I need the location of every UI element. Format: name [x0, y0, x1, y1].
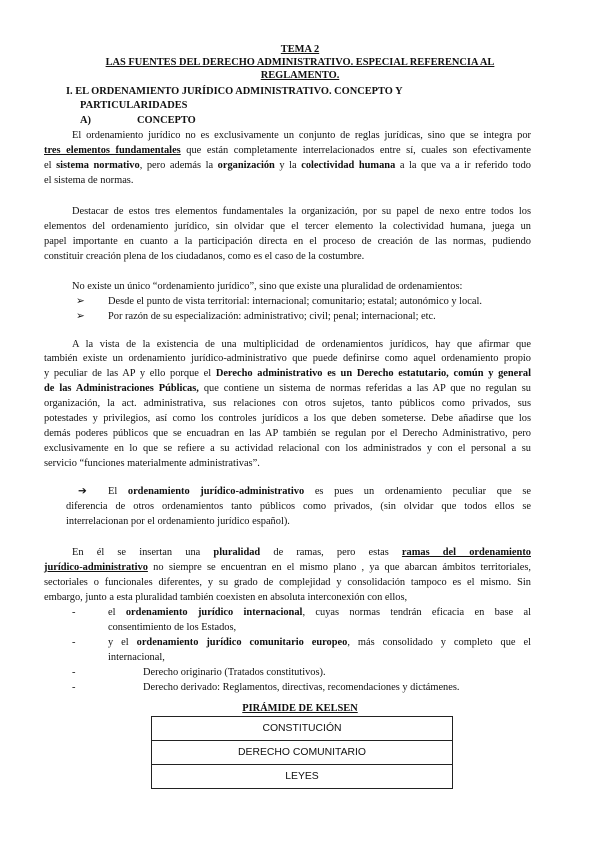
title-line-1: LAS FUENTES DEL DERECHO ADMINISTRATIVO. ESPECIAL REFERENCIA AL	[105, 57, 495, 68]
p4-line-1: A la vista de la existencia de una multiplicidad de ordenamientos jurídicos, hay que afirmar que	[72, 339, 531, 350]
p6-line-2: jurídico-administrativo no siempre se encuentran en el mismo plano , ya que abarcan ámbitos territoriales,	[44, 562, 531, 573]
p4-bold-derecho-estatutario: Derecho administrativo es un Derecho estatutario, común y general	[215, 368, 531, 379]
p5-line-2: diferencia de otros ordenamientos tanto públicos como privados, (sin olvidar que todos ellos se	[66, 501, 531, 512]
p6-line-4: embargo, junto a esta pluralidad también coexisten en absoluta interconexión con ellos,	[44, 592, 408, 603]
p4-line-7: demás poderes públicos que se encuadran en las AP también se regulan por el Derecho Administrativo, pero	[44, 428, 531, 439]
p1-line-3: el sistema normativo, pero además la organización y la colectividad humana a la que va a ir referido todo	[44, 160, 531, 171]
p1-line-2: tres elementos fundamentales que están completamente interrelacionados entre sí, cuales son efectivamente	[44, 145, 532, 156]
arrow-icon: ➔	[78, 486, 87, 497]
item-comunitario: y el ordenamiento jurídico comunitario europeo, más consolidado y completo que el	[108, 637, 531, 648]
p5-line-1: El ordenamiento jurídico-administrativo es pues un ordenamiento peculiar que se	[108, 486, 531, 497]
kelsen-row-constitucion: CONSTITUCIÓN	[152, 717, 452, 741]
bullet-territorial: Desde el punto de vista territorial: internacional; comunitario; estatal; autonómico y local.	[108, 296, 482, 307]
p4-line-4: de las Administraciones Públicas, que contiene un sistema de normas referidas a las AP que no regulan su	[44, 383, 531, 394]
p4-line-6: potestades y privilegios, así como los controles jurídicos a los que deben someterse. Debe añadirse que los	[44, 413, 531, 424]
subheading-concepto: CONCEPTO	[137, 115, 196, 126]
p4-line-3: y peculiar de las AP y ello porque el Derecho administrativo es un Derecho estatutario, común y general	[44, 368, 531, 379]
p6-bold-pluralidad: pluralidad	[213, 547, 261, 558]
item-internacional: el ordenamiento jurídico internacional, cuyas normas tendrán eficacia en base al	[108, 607, 531, 618]
kelsen-table	[151, 716, 453, 789]
kelsen-title: PIRÁMIDE DE KELSEN	[242, 703, 358, 714]
tema-label: TEMA 2	[280, 44, 320, 55]
kelsen-row-comunitario: DERECHO COMUNITARIO	[152, 741, 452, 765]
bullet-icon: ➢	[76, 311, 85, 322]
item-derecho-originario: Derecho originario (Tratados constitutivos).	[143, 667, 326, 678]
p1-bold-sistema-normativo: sistema normativo	[56, 160, 140, 171]
dash-icon: -	[72, 607, 76, 618]
p2-line-2: elementos del ordenamiento jurídico, sin olvidar que el tercer elemento la colectividad humana, juega un	[44, 221, 531, 232]
p6-bold-juridico-admin: jurídico-administrativo	[44, 562, 148, 573]
bold-comunitario: ordenamiento jurídico comunitario europeo	[136, 637, 348, 648]
p6-line-3: sectoriales o funcionales diferentes, y su grado de complejidad y consolidación tampoco es el mismo. Sin	[44, 577, 531, 588]
p4-line-9: servicio “funciones materialmente administrativas”.	[44, 458, 260, 469]
p4-line-8: exclusivamente en lo que se refiere a su actividad relacional con los administrados y con el personal a su	[44, 443, 531, 454]
item-derecho-derivado: Derecho derivado: Reglamentos, directivas, recomendaciones y dictámenes.	[143, 682, 460, 693]
dash-icon: -	[72, 667, 76, 678]
dash-icon: -	[72, 637, 76, 648]
p4-line-5: organización, la act. administrativa, sus relaciones con otros sujetos, tanto públicos como privados, sus	[44, 398, 531, 409]
p4-line-2: también existe un ordenamiento jurídico-administrativo que puede definirse como aquel ordenamiento propio	[44, 353, 531, 364]
p4-bold-administraciones: de las Administraciones Públicas,	[44, 383, 199, 394]
section-heading-line-1: I. EL ORDENAMIENTO JURÍDICO ADMINISTRATIVO. CONCEPTO Y	[66, 86, 403, 97]
bullet-icon: ➢	[76, 296, 85, 307]
p1-bold-tres-elementos: tres elementos fundamentales	[44, 145, 181, 156]
dash-icon: -	[72, 682, 76, 693]
item-comunitario-line-2: internacional,	[108, 652, 165, 663]
section-heading-line-2: PARTICULARIDADES	[80, 100, 188, 111]
p2-line-1: Destacar de estos tres elementos fundamentales la organización, por su papel de nexo entre todos los	[72, 206, 531, 217]
p1-line-4: el sistema de normas.	[44, 175, 134, 186]
p6-line-1: En él se insertan una pluralidad de ramas, pero estas ramas del ordenamiento	[72, 547, 531, 558]
p5-line-3: interrelacionan por el ordenamiento jurídico español).	[66, 516, 290, 527]
p5-bold-ordenamiento: ordenamiento jurídico-administrativo	[127, 486, 305, 497]
item-internacional-line-2: consentimiento de los Estados,	[108, 622, 237, 633]
bold-internacional: ordenamiento jurídico internacional	[125, 607, 303, 618]
p1-bold-organizacion: organización	[217, 160, 275, 171]
p6-bold-ramas: ramas del ordenamiento	[401, 547, 531, 558]
p1-bold-colectividad: colectividad humana	[301, 160, 396, 171]
kelsen-row-leyes: LEYES	[285, 771, 319, 782]
title-line-2: REGLAMENTO.	[260, 70, 340, 81]
bullet-especializacion: Por razón de su especialización: administrativo; civil; penal; internacional; etc.	[108, 311, 436, 322]
p2-line-3: papel importante en cuanto a la participación directa en el proceso de creación de las normas, pudiendo	[44, 236, 531, 247]
p2-line-4: constituir creación plena de los ciudadanos, como es el caso de la costumbre.	[44, 251, 365, 262]
subheading-letter: A)	[80, 115, 91, 126]
p3-intro: No existe un único “ordenamiento jurídico”, sino que existe una pluralidad de ordenamientos:	[72, 281, 463, 292]
p1-line-1: El ordenamiento jurídico no es exclusivamente un conjunto de reglas jurídicas, sino que se integra por	[72, 130, 531, 141]
